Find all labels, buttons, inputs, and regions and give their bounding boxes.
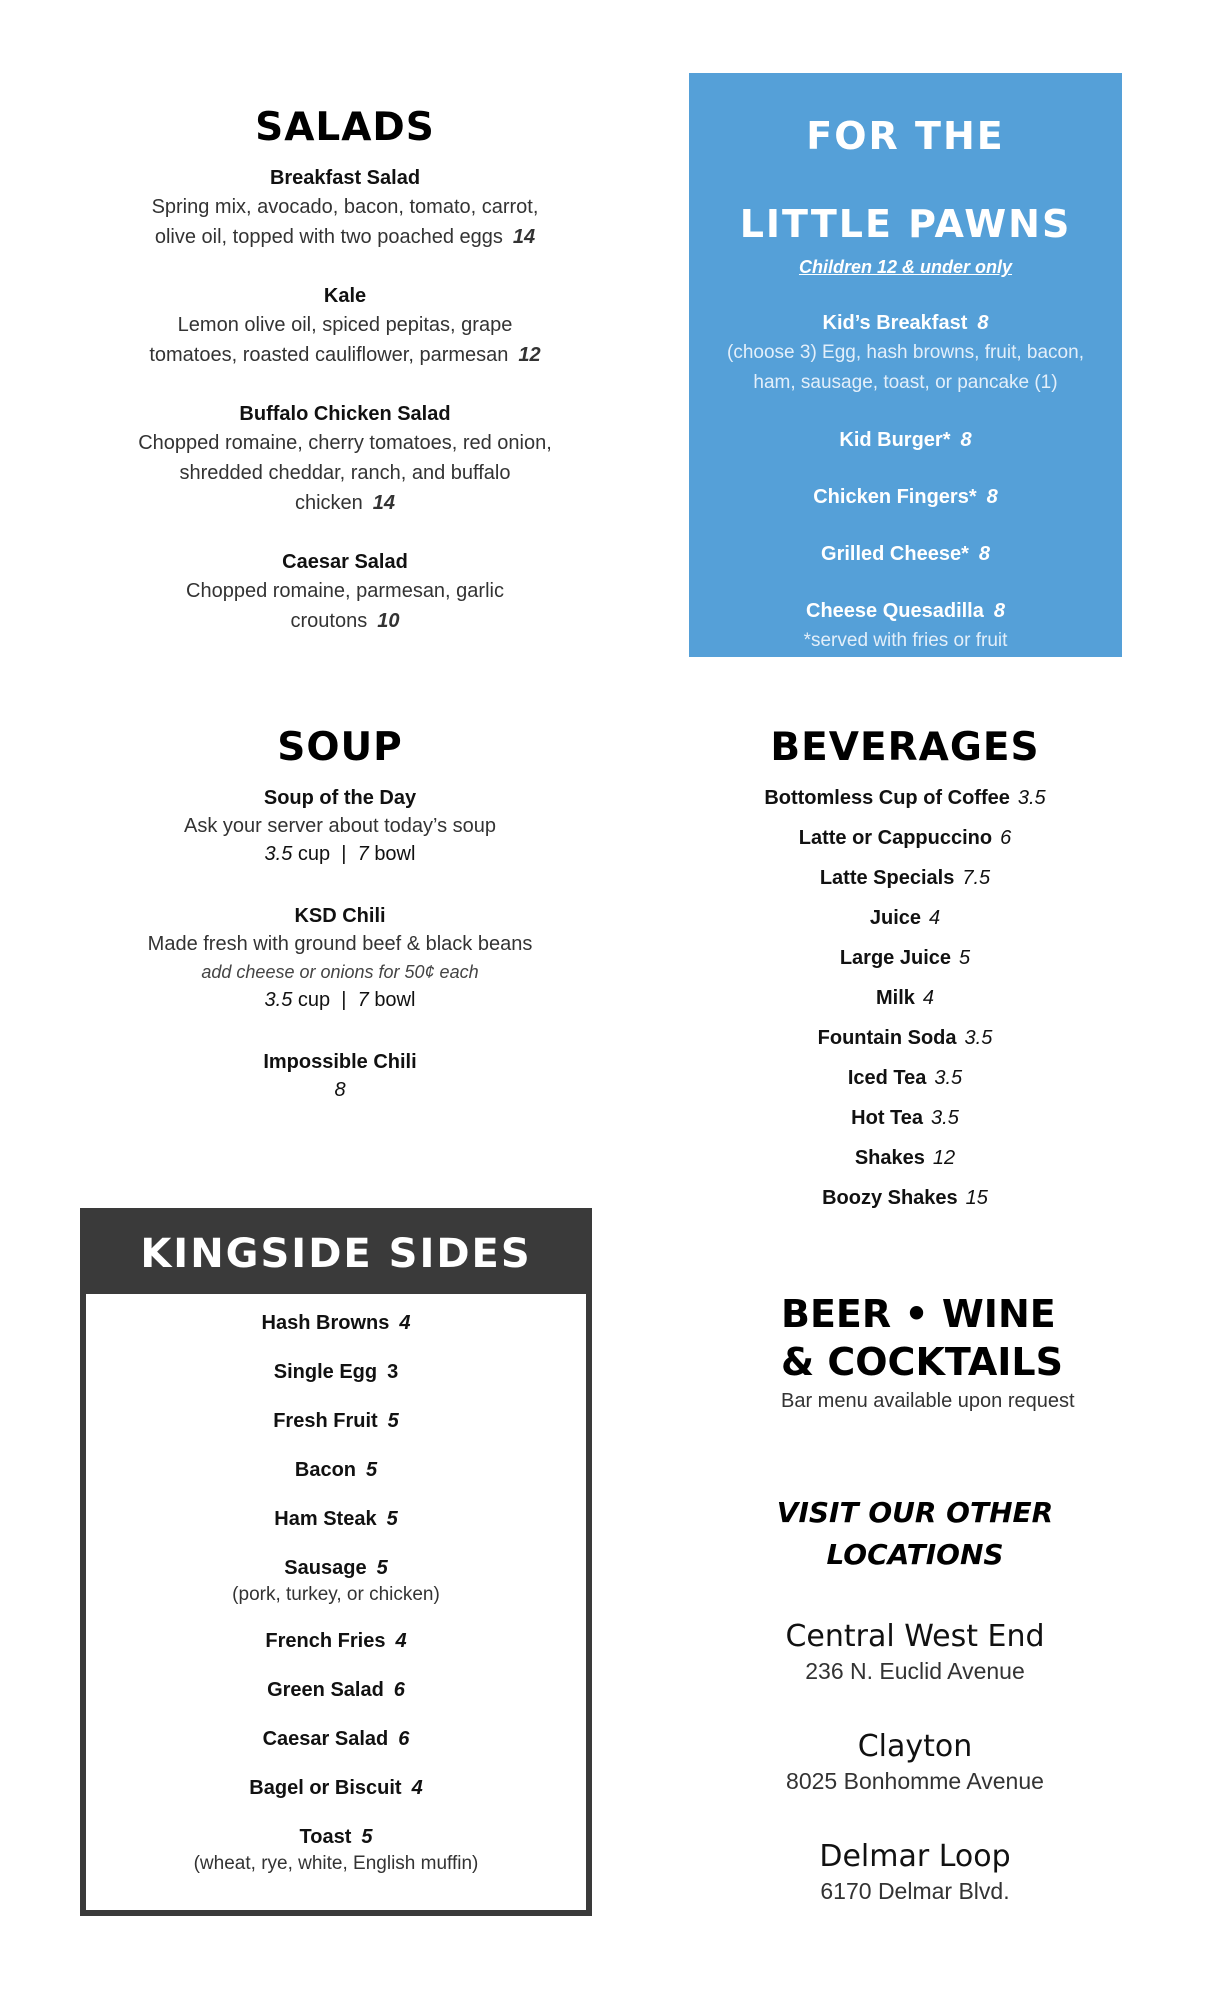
item-price: 6 — [393, 1679, 405, 1701]
menu-item — [140, 902, 540, 1014]
sides-box — [80, 1208, 592, 1916]
side-item — [86, 1504, 586, 1534]
item-description-line — [130, 458, 560, 518]
item-price: 5 — [366, 1459, 378, 1481]
item-description: Chopped romaine, parmesan, garlic croutons — [186, 580, 504, 632]
sides-heading: KINGSIDE SIDES — [86, 1214, 586, 1294]
beverage-item — [720, 978, 1090, 1018]
item-name: Soup of the Day — [263, 787, 417, 809]
item-name: Kale — [323, 285, 367, 307]
bowl-label: bowl — [374, 989, 416, 1011]
item-description: Made fresh with ground beef & black beans — [147, 933, 533, 955]
item-name: Chicken Fingers* — [813, 486, 977, 508]
item-name: Milk — [875, 987, 915, 1009]
side-item — [86, 1626, 586, 1656]
locations-heading-line-1: VISIT OUR OTHER — [776, 1496, 1054, 1529]
location-address: 8025 Bonhomme Avenue — [786, 1768, 1044, 1794]
item-price: 4 — [922, 987, 935, 1009]
item-name: Breakfast Salad — [269, 167, 421, 189]
item-name: Grilled Cheese* — [821, 543, 969, 565]
item-price: 8 — [334, 1079, 346, 1101]
beverage-item — [720, 1018, 1090, 1058]
price-separator: | — [341, 843, 347, 865]
location-address: 236 N. Euclid Avenue — [805, 1658, 1025, 1684]
item-name: Bottomless Cup of Coffee — [764, 787, 1010, 809]
item-price: 3.5 — [934, 1067, 963, 1089]
bar-heading-line-2: & COCKTAILS — [781, 1340, 1063, 1384]
beverages-heading: BEVERAGES — [770, 725, 1040, 770]
side-item — [86, 1724, 586, 1754]
kids-heading-line-2: LITTLE PAWNS — [739, 202, 1072, 246]
size-prices — [140, 840, 540, 868]
item-price: 8 — [960, 429, 972, 451]
location-item — [735, 1838, 1095, 1906]
kids-item — [689, 482, 1122, 512]
menu-item — [140, 784, 540, 868]
location-name: Delmar Loop — [819, 1839, 1011, 1874]
kids-heading-line-1: FOR THE — [806, 114, 1005, 158]
item-price: 12 — [932, 1147, 956, 1169]
item-note: add cheese or onions for 50¢ each — [201, 962, 479, 982]
kids-item — [689, 425, 1122, 455]
item-name: French Fries — [265, 1630, 386, 1652]
item-name-line — [689, 596, 1122, 626]
item-name: Impossible Chili — [263, 1051, 417, 1073]
item-price: 8 — [993, 600, 1005, 622]
kids-item — [689, 596, 1122, 626]
item-price: 5 — [387, 1410, 399, 1432]
item-name: Fresh Fruit — [273, 1410, 378, 1432]
item-description: shredded cheddar, ranch, and buffalo chicken — [179, 462, 511, 514]
item-name: Cheese Quesadilla — [806, 600, 984, 622]
item-price: 4 — [929, 907, 941, 929]
item-price: 3.5 — [1017, 787, 1046, 809]
bar-section — [781, 1290, 1141, 1413]
beverages-section — [720, 725, 1090, 1218]
item-name-line — [689, 308, 1122, 338]
item-name: Ham Steak — [274, 1508, 377, 1530]
item-price: 14 — [512, 226, 536, 248]
item-price: 15 — [965, 1187, 988, 1209]
location-item — [735, 1728, 1095, 1796]
menu-item — [130, 400, 560, 518]
beverage-item — [720, 858, 1090, 898]
item-name: KSD Chili — [294, 905, 386, 927]
item-note: (pork, turkey, or chicken) — [232, 1584, 440, 1605]
beverage-item — [720, 1098, 1090, 1138]
item-description-line — [130, 576, 560, 636]
item-name: Hot Tea — [851, 1107, 924, 1129]
beverage-item — [720, 938, 1090, 978]
item-price: 4 — [411, 1777, 423, 1799]
item-price: 5 — [386, 1508, 398, 1530]
side-item — [86, 1773, 586, 1803]
kids-item — [689, 308, 1122, 398]
item-description-line — [130, 222, 560, 252]
item-description: Lemon olive oil, spiced pepitas, grape — [177, 314, 513, 336]
salads-section — [130, 105, 560, 666]
menu-item — [130, 164, 560, 252]
item-name: Shakes — [854, 1147, 925, 1169]
item-name: Boozy Shakes — [822, 1187, 958, 1209]
price-separator: | — [341, 989, 347, 1011]
side-item — [86, 1357, 586, 1387]
side-item — [86, 1406, 586, 1436]
item-description: olive oil, topped with two poached eggs — [154, 226, 503, 248]
item-price: 3.5 — [964, 1027, 993, 1049]
location-item — [735, 1618, 1095, 1686]
side-item — [86, 1822, 586, 1876]
kids-note: *served with fries or fruit — [803, 630, 1008, 651]
item-name: Caesar Salad — [262, 1728, 389, 1750]
item-price: 8 — [978, 543, 990, 565]
cup-price: 3.5 — [264, 843, 293, 865]
item-name: Kid Burger* — [839, 429, 951, 451]
locations-section — [735, 1492, 1095, 1906]
item-description: Spring mix, avocado, bacon, tomato, carrot, — [151, 196, 539, 218]
item-price: 6 — [1000, 827, 1012, 849]
bar-subtitle: Bar menu available upon request — [781, 1390, 1075, 1412]
item-price: 5 — [376, 1557, 388, 1579]
item-price: 12 — [518, 344, 541, 366]
bowl-label: bowl — [374, 843, 416, 865]
beverage-item — [720, 1178, 1090, 1218]
beverage-item — [720, 898, 1090, 938]
item-name: Hash Browns — [261, 1312, 390, 1334]
item-name: Juice — [869, 907, 922, 929]
item-name: Buffalo Chicken Salad — [239, 403, 451, 425]
item-price: 5 — [959, 947, 971, 969]
kids-item — [689, 539, 1122, 569]
item-description: tomatoes, roasted cauliflower, parmesan — [149, 344, 509, 366]
beverage-item — [720, 1138, 1090, 1178]
item-name: Green Salad — [267, 1679, 384, 1701]
bowl-price: 7 — [357, 843, 369, 865]
item-price: 4 — [395, 1630, 407, 1652]
bowl-price: 7 — [357, 989, 369, 1011]
item-name: Single Egg — [273, 1361, 378, 1383]
locations-heading-line-2: LOCATIONS — [826, 1538, 1004, 1571]
item-name: Caesar Salad — [282, 551, 408, 573]
location-address: 6170 Delmar Blvd. — [820, 1878, 1010, 1904]
size-prices — [140, 986, 540, 1014]
item-price: 8 — [977, 312, 989, 334]
bar-heading-line-1: BEER • WINE — [781, 1292, 1056, 1336]
kids-subtitle: Children 12 & under only — [798, 257, 1013, 277]
item-price: 5 — [361, 1826, 373, 1848]
item-price: 3 — [387, 1361, 399, 1383]
item-price: 7.5 — [962, 867, 991, 889]
item-name: Toast — [299, 1826, 352, 1848]
item-name: Latte Specials — [819, 867, 955, 889]
item-name-line — [689, 425, 1122, 455]
item-name: Iced Tea — [847, 1067, 927, 1089]
cup-label: cup — [297, 989, 331, 1011]
kids-menu-box — [689, 73, 1122, 657]
item-description: (choose 3) Egg, hash browns, fruit, bacon, — [727, 342, 1084, 363]
item-name: Latte or Cappuccino — [798, 827, 993, 849]
side-item — [86, 1455, 586, 1485]
item-name-line — [689, 482, 1122, 512]
soup-section — [140, 725, 540, 1138]
item-price: 3.5 — [931, 1107, 959, 1129]
cup-price: 3.5 — [264, 989, 293, 1011]
item-description: ham, sausage, toast, or pancake (1) — [753, 372, 1058, 393]
side-item — [86, 1553, 586, 1607]
side-item — [86, 1675, 586, 1705]
menu-item — [130, 548, 560, 636]
side-item — [86, 1308, 586, 1338]
item-name: Bacon — [294, 1459, 356, 1481]
cup-label: cup — [297, 843, 331, 865]
item-price: 8 — [986, 486, 998, 508]
item-description-line — [130, 340, 560, 370]
item-description: Ask your server about today’s soup — [183, 815, 497, 837]
soup-heading: SOUP — [277, 725, 403, 770]
item-description: Chopped romaine, cherry tomatoes, red onion, — [138, 432, 552, 454]
item-name: Large Juice — [839, 947, 952, 969]
item-name: Kid’s Breakfast — [822, 312, 968, 334]
beverage-item — [720, 818, 1090, 858]
beverage-item — [720, 778, 1090, 818]
sides-list — [86, 1294, 586, 1876]
location-name: Central West End — [785, 1619, 1045, 1654]
item-price: 6 — [398, 1728, 410, 1750]
item-name: Fountain Soda — [817, 1027, 957, 1049]
item-price: 4 — [399, 1312, 411, 1334]
salads-heading: SALADS — [255, 105, 435, 150]
menu-item — [130, 282, 560, 370]
item-name: Bagel or Biscuit — [249, 1777, 402, 1799]
beverage-item — [720, 1058, 1090, 1098]
item-name-line — [689, 539, 1122, 569]
item-price: 10 — [377, 610, 400, 632]
item-name: Sausage — [284, 1557, 367, 1579]
location-name: Clayton — [857, 1729, 973, 1764]
item-price-line — [140, 1076, 540, 1104]
menu-item — [140, 1048, 540, 1104]
item-note: (wheat, rye, white, English muffin) — [193, 1853, 479, 1874]
item-price: 14 — [372, 492, 396, 514]
